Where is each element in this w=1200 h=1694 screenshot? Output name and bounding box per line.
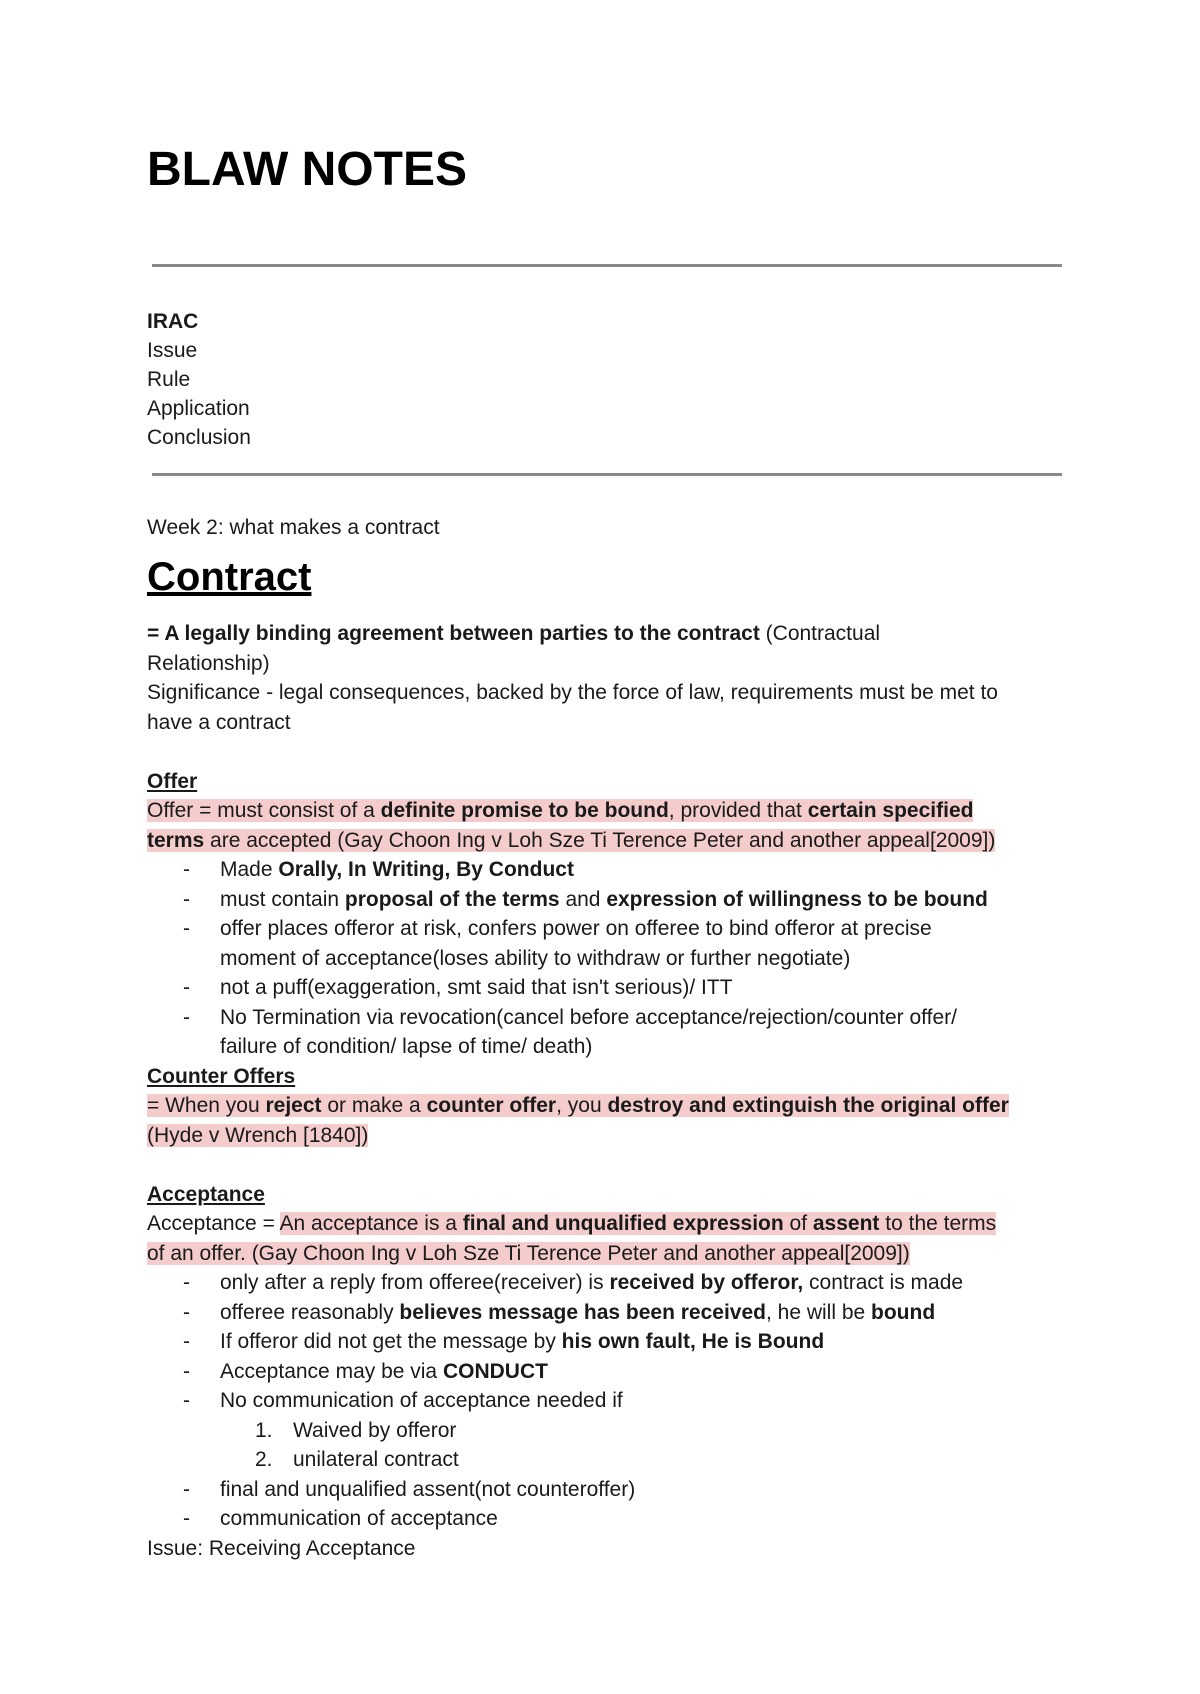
acceptance-def-text: of <box>783 1212 813 1235</box>
offer-def-bold: terms <box>147 828 205 852</box>
irac-item: Issue <box>147 339 198 362</box>
issue-line: Issue: Receiving Acceptance <box>147 1536 416 1560</box>
list-item <box>147 973 1067 1003</box>
acceptance-heading: Acceptance <box>147 1182 265 1206</box>
acceptance-def-text: Acceptance = <box>147 1212 280 1235</box>
bullet-text: must contain <box>220 887 345 911</box>
offer-def-bold: certain specified <box>807 799 974 822</box>
bullet-text: only after a reply from offeree(receiver) is <box>220 1271 610 1294</box>
irac-heading: IRAC <box>147 310 199 333</box>
list-item <box>147 1327 1067 1357</box>
spacer <box>147 737 1067 767</box>
contract-definition <box>147 619 1067 678</box>
notes-body <box>147 619 1067 1563</box>
counter-bold: counter offer <box>426 1094 557 1117</box>
offer-bullets <box>147 855 1067 1062</box>
bullet-bold: believes message has been received <box>399 1300 766 1324</box>
item-number: 1. <box>255 1418 273 1442</box>
offer-def-bold: definite promise to be bound <box>380 799 669 822</box>
list-item <box>147 914 1067 973</box>
counter-case: (Hyde v Wrench [1840]) <box>147 1123 369 1147</box>
list-item <box>147 1386 1067 1416</box>
bullet-text: final and unqualified assent(not counteroffer) <box>220 1477 636 1501</box>
list-item <box>147 1268 1067 1298</box>
acceptance-bullets-continued <box>147 1475 1067 1534</box>
list-item <box>147 885 1067 915</box>
irac-item: Conclusion <box>147 426 251 449</box>
bullet-text: , he will be <box>765 1300 872 1324</box>
significance-text <box>147 678 1067 737</box>
bullet-bold: received by offeror, <box>609 1271 804 1294</box>
bullet-text: not a puff(exaggeration, smt said that isn't serious)/ ITT <box>220 976 733 999</box>
list-item <box>147 1475 1067 1505</box>
horizontal-rule <box>152 473 1062 476</box>
acceptance-def-bold: assent <box>812 1212 880 1235</box>
section-title: Contract <box>147 555 312 599</box>
bullet-text: Acceptance may be via <box>220 1359 443 1383</box>
acceptance-bullets <box>147 1268 1067 1416</box>
counter-text: = When you <box>147 1094 266 1117</box>
acceptance-def-text: of an offer. (Gay Choon Ing v Loh Sze Ti Terence Peter and another appeal[2009]) <box>147 1241 910 1265</box>
bullet-text: offer places offeror at risk, confers power on offeree to bind offeror at precise <box>220 917 932 940</box>
acceptance-definition <box>147 1209 1067 1268</box>
bullet-bold: Orally, In Writing, By Conduct <box>278 858 574 881</box>
bullet-text: communication of acceptance <box>220 1507 498 1530</box>
counter-offers-heading: Counter Offers <box>147 1064 296 1088</box>
document-title: BLAW NOTES <box>147 143 467 196</box>
spacer <box>147 1150 1067 1180</box>
counter-text: , you <box>556 1094 608 1117</box>
definition-text: (Contractual <box>759 622 881 645</box>
offer-def-text: are accepted (Gay Choon Ing v Loh Sze Ti Terence Peter and another appeal[2009]) <box>204 828 996 852</box>
list-item <box>147 1298 1067 1328</box>
bullet-bold: proposal of the terms <box>344 887 560 911</box>
bullet-text: No communication of acceptance needed if <box>220 1389 623 1412</box>
numbered-item <box>147 1445 1067 1475</box>
bullet-text: Made <box>220 858 279 881</box>
numbered-list <box>147 1416 1067 1475</box>
bullet-bold: expression of willingness to be bound <box>606 887 988 911</box>
list-item <box>147 855 1067 885</box>
bullet-text: contract is made <box>803 1271 964 1294</box>
significance-line: have a contract <box>147 710 291 734</box>
offer-def-text: , provided that <box>668 799 808 822</box>
horizontal-rule <box>152 264 1062 267</box>
offer-heading: Offer <box>147 769 198 793</box>
week-heading: Week 2: what makes a contract <box>147 516 440 539</box>
offer-definition <box>147 796 1067 855</box>
bullet-bold: CONDUCT <box>442 1359 548 1383</box>
bullet-text: and <box>559 887 607 911</box>
counter-bold: reject <box>265 1094 322 1117</box>
counter-bold: destroy and extinguish the original offer <box>607 1094 1009 1117</box>
bullet-text: If offeror did not get the message by <box>220 1330 562 1353</box>
bullet-bold: his own fault, He is Bound <box>561 1330 825 1353</box>
bullet-text: failure of condition/ lapse of time/ death) <box>220 1035 593 1058</box>
bullet-bold: bound <box>871 1300 936 1324</box>
item-text: unilateral contract <box>293 1448 459 1471</box>
bullet-text: No Termination via revocation(cancel before acceptance/rejection/counter offer/ <box>220 1005 957 1029</box>
list-item <box>147 1504 1067 1534</box>
acceptance-def-bold: final and unqualified expression <box>462 1212 784 1235</box>
definition-text: Relationship) <box>147 651 270 675</box>
bullet-text: offeree reasonably <box>220 1300 400 1324</box>
counter-text: or make a <box>321 1094 427 1117</box>
list-item <box>147 1357 1067 1387</box>
significance-line: Significance - legal consequences, backed by the force of law, requirements must be met to <box>147 681 998 704</box>
acceptance-def-text: An acceptance is a <box>279 1212 463 1235</box>
definition-bold: = A legally binding agreement between parties to the contract <box>147 622 760 645</box>
irac-item: Rule <box>147 368 191 391</box>
item-number: 2. <box>255 1448 273 1471</box>
irac-item: Application <box>147 397 250 420</box>
bullet-text: moment of acceptance(loses ability to withdraw or further negotiate) <box>220 946 851 970</box>
list-item <box>147 1003 1067 1062</box>
counter-offers-definition <box>147 1091 1067 1150</box>
irac-block <box>147 307 251 452</box>
numbered-item <box>147 1416 1067 1446</box>
offer-def-text: Offer = must consist of a <box>147 799 381 822</box>
acceptance-def-text: to the terms <box>879 1212 997 1235</box>
item-text: Waived by offeror <box>293 1418 457 1442</box>
